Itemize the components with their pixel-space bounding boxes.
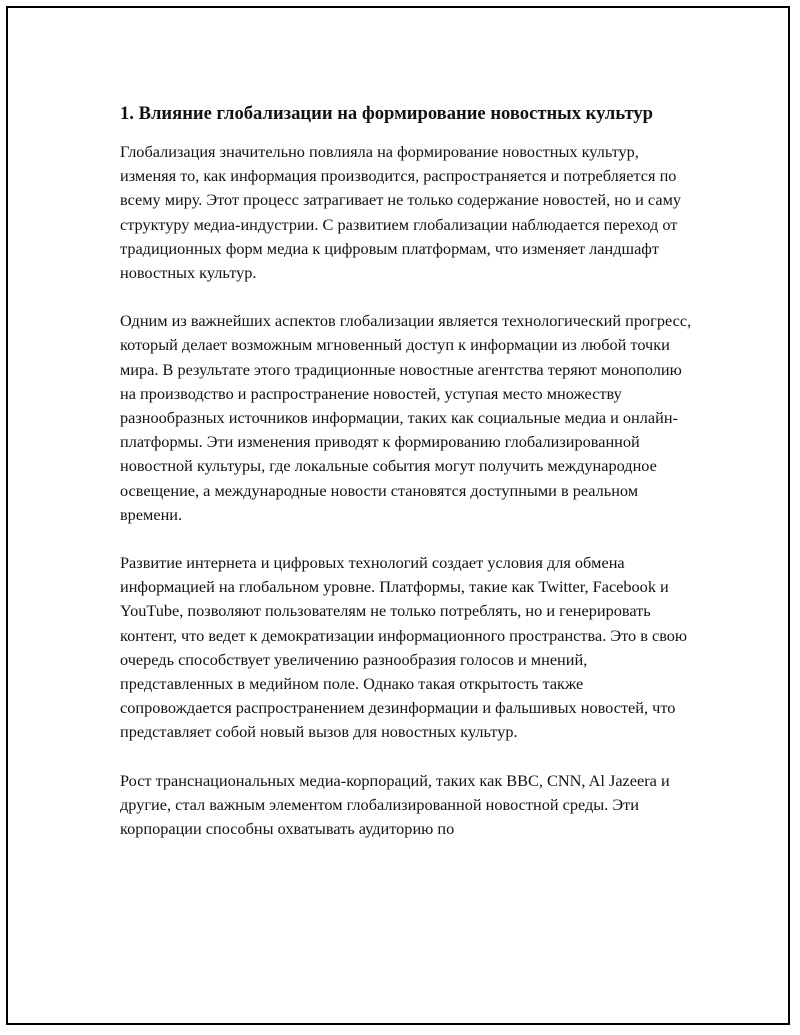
paragraph-4: Рост транснациональных медиа-корпораций, таких как BBC, CNN, Al Jazeera и другие, стал важным элементом глобализированной новостной среды. Эти корпорации способны охватывать аудиторию по [120, 770, 670, 839]
document-body [120, 100, 692, 865]
paragraph-2: Одним из важнейших аспектов глобализации является технологический прогресс, который делает возможным мгновенный доступ к информации из любой точки мира. В результате этого традиционные новостные агентства теряют монополию на производство и распространение новостей, уступая место множеству разнообразных источников информации, таких как социальные медиа и онлайн-платформы. Эти изменения приводят к формированию глобализированной новостной культуры, где локальные события могут получить международное освещение, а международные новости становятся доступными в реальном времени. [120, 311, 692, 524]
paragraph-1: Глобализация значительно повлияла на формирование новостных культур, изменяя то, как информация производится, распространяется и потребляется по всему миру. Этот процесс затрагивает не только содержание новостей, но и саму структуру медиа-индустрии. С развитием глобализации наблюдается переход от традиционных форм медиа к цифровым платформам, что изменяет ландшафт новостных культур. [120, 142, 682, 283]
paragraph-3: Развитие интернета и цифровых технологий создает условия для обмена информацией на глобальном уровне. Платформы, такие как Twitter, Facebook и YouTube, позволяют пользователям не только потреблять, но и генерировать контент, что ведет к демократизации информационного пространства. Это в свою очередь способствует увеличению разнообразия голосов и мнений, представленных в медийном поле. Однако такая открытость также сопровождается распространением дезинформации и фальшивых новостей, что представляет собой новый вызов для новостных культур. [120, 553, 688, 742]
section-heading: 1. Влияние глобализации на формирование новостных культур [120, 103, 653, 124]
page-border [6, 6, 790, 1025]
